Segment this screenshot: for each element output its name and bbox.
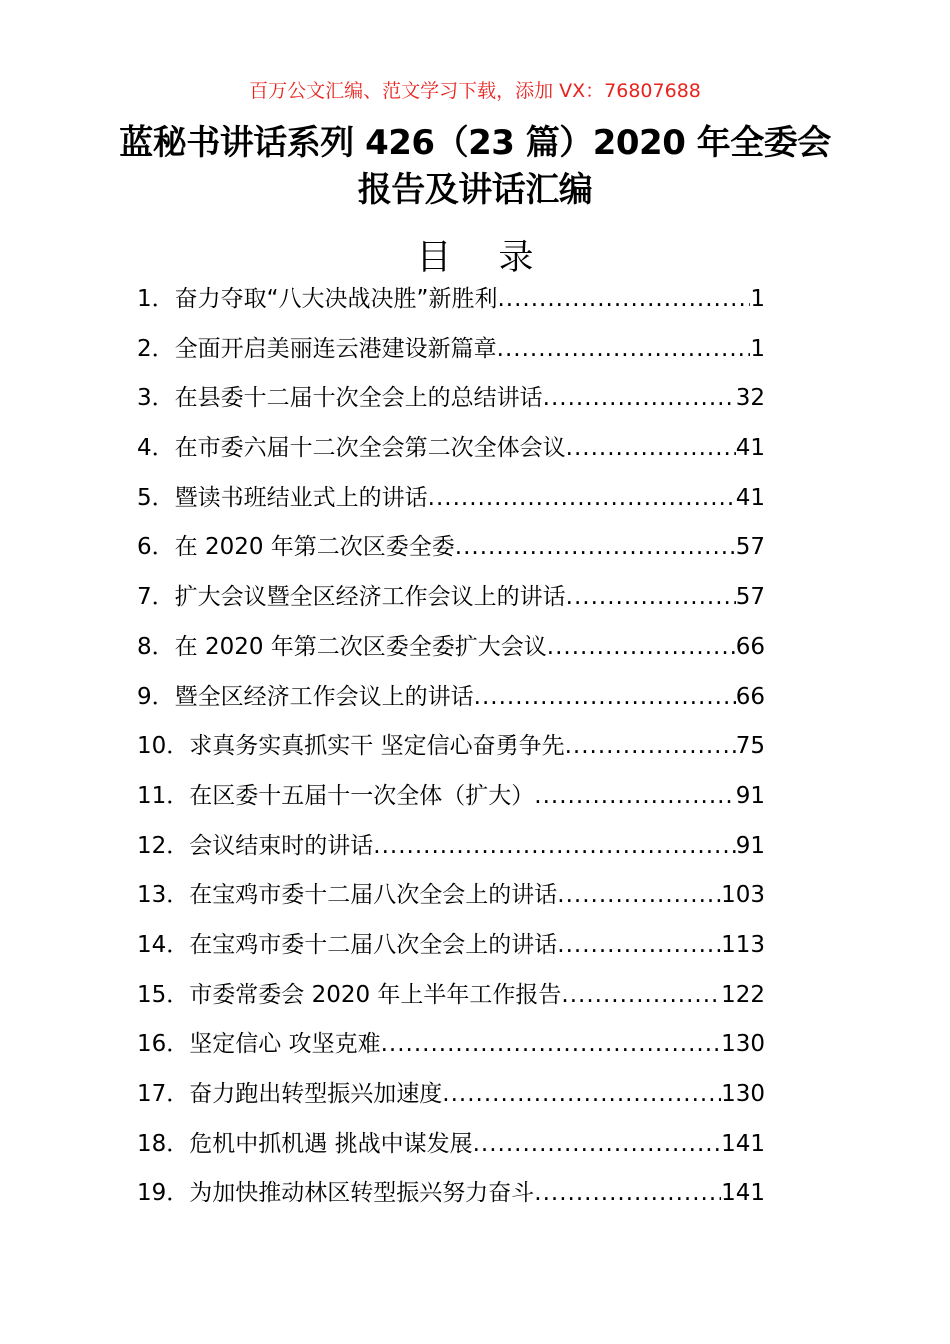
- toc-entry-label: 14．在宝鸡市委十二届八次全会上的讲话: [137, 931, 558, 958]
- toc-entry-label: 3．在县委十二届十次全会上的总结讲话: [137, 385, 543, 412]
- toc-entry-page: 57: [735, 584, 765, 611]
- toc-entry-label: 8．在 2020 年第二次区委全委扩大会议: [137, 633, 547, 660]
- dot-leader: [557, 882, 721, 908]
- dot-leader: [543, 385, 736, 411]
- toc-entry[interactable]: [137, 528, 765, 578]
- dot-leader: [561, 982, 721, 1008]
- toc-entry-page: 32: [735, 385, 765, 412]
- toc-entry[interactable]: [137, 628, 765, 678]
- dot-leader: [557, 932, 721, 958]
- toc-entry-page: 66: [735, 633, 765, 660]
- toc-entry[interactable]: [137, 1075, 765, 1125]
- toc-entry[interactable]: [137, 578, 765, 628]
- toc-entry-label: 16．坚定信心 攻坚克难: [137, 1031, 381, 1058]
- dot-leader: [566, 584, 736, 610]
- dot-leader: [381, 1031, 722, 1057]
- toc-entry-label: 15．市委常委会 2020 年上半年工作报告: [137, 981, 562, 1008]
- toc-entry-page: 130: [721, 1081, 765, 1107]
- toc-entry-label: 4．在市委六届十二次全会第二次全体会议: [137, 435, 566, 462]
- toc-entry-page: 91: [735, 782, 765, 809]
- dot-leader: [474, 684, 736, 710]
- toc-entry[interactable]: [137, 926, 765, 976]
- toc-entry-page: 113: [721, 931, 765, 958]
- toc-entry[interactable]: [137, 678, 765, 728]
- title-line-2: 报告及讲话汇编: [357, 170, 593, 210]
- toc-entry-page: 1: [750, 286, 765, 312]
- toc-entry-page: 75: [735, 733, 765, 760]
- toc-entry[interactable]: [137, 777, 765, 827]
- toc-entry[interactable]: [137, 876, 765, 926]
- toc-entry-label: 5．暨读书班结业式上的讲话: [137, 484, 428, 511]
- toc-entry-label: 19．为加快推动林区转型振兴努力奋斗: [137, 1180, 535, 1207]
- toc-entry[interactable]: [137, 727, 765, 777]
- dot-leader: [566, 435, 736, 461]
- toc-entry-page: 122: [721, 981, 765, 1008]
- toc-entry[interactable]: [137, 1025, 765, 1075]
- dot-leader: [565, 733, 736, 759]
- toc-entry-page: 141: [721, 1180, 765, 1207]
- toc-entry-page: 103: [721, 882, 765, 909]
- dot-leader: [473, 1131, 722, 1157]
- title-line-1: 蓝秘书讲话系列 426（23 篇）2020 年全委会: [119, 123, 831, 163]
- toc-entry-page: 41: [735, 435, 765, 462]
- toc-entry[interactable]: [137, 280, 765, 330]
- watermark-text: 百万公文汇编、范文学习下载，添加 VX：76807688: [249, 80, 701, 102]
- dot-leader: [442, 1081, 721, 1107]
- toc-entry-page: 41: [735, 484, 765, 511]
- toc-entry-label: 10．求真务实真抓实干 坚定信心奋勇争先: [137, 733, 565, 760]
- toc-entry-label: 7．扩大会议暨全区经济工作会议上的讲话: [137, 584, 566, 611]
- dot-leader: [455, 534, 736, 560]
- toc-entry-page: 1: [750, 335, 765, 362]
- dot-leader: [497, 286, 750, 312]
- table-of-contents: [137, 280, 765, 1224]
- toc-entry-label: 6．在 2020 年第二次区委全委: [137, 534, 455, 561]
- toc-entry-label: 9．暨全区经济工作会议上的讲话: [137, 683, 474, 710]
- toc-entry-page: 91: [735, 832, 765, 859]
- dot-leader: [534, 783, 735, 809]
- toc-entry[interactable]: [137, 1125, 765, 1175]
- dot-leader: [547, 634, 736, 660]
- toc-entry[interactable]: [137, 827, 765, 877]
- toc-entry[interactable]: [137, 976, 765, 1026]
- toc-entry-label: 11．在区委十五届十一次全体（扩大）: [137, 782, 535, 809]
- toc-entry-page: 66: [735, 683, 765, 710]
- toc-entry-page: 141: [721, 1130, 765, 1157]
- toc-entry[interactable]: [137, 429, 765, 479]
- toc-entry[interactable]: [137, 330, 765, 380]
- toc-entry-label: 1．奋力夺取“八大决战决胜”新胜利: [137, 286, 498, 312]
- toc-entry-label: 13．在宝鸡市委十二届八次全会上的讲话: [137, 882, 558, 909]
- toc-entry[interactable]: [137, 479, 765, 529]
- dot-leader: [534, 1180, 721, 1206]
- toc-entry-label: 12．会议结束时的讲话: [137, 832, 374, 859]
- document-title: [60, 120, 890, 214]
- toc-entry[interactable]: [137, 379, 765, 429]
- toc-entry-label: 17．奋力跑出转型振兴加速度: [137, 1081, 443, 1107]
- toc-entry-page: 57: [735, 534, 765, 561]
- dot-leader: [428, 485, 736, 511]
- dot-leader: [373, 833, 735, 859]
- toc-entry[interactable]: [137, 1174, 765, 1224]
- toc-entry-label: 18．危机中抓机遇 挑战中谋发展: [137, 1130, 473, 1157]
- toc-heading: 目 录: [416, 238, 552, 278]
- toc-entry-page: 130: [721, 1031, 765, 1058]
- dot-leader: [497, 336, 751, 362]
- toc-entry-label: 2．全面开启美丽连云港建设新篇章: [137, 335, 497, 362]
